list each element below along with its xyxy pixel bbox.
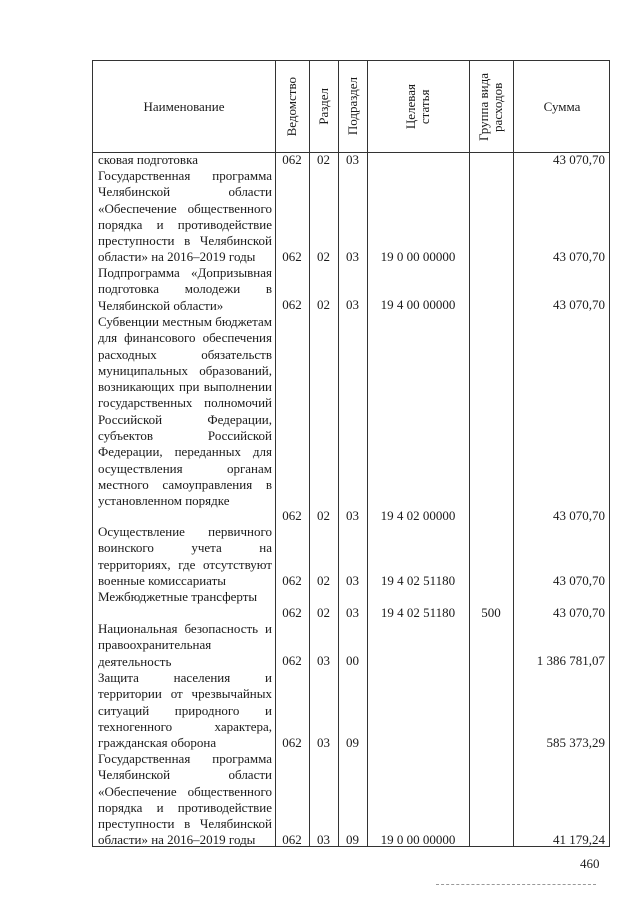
row-sum: 41 179,24 xyxy=(553,832,605,847)
row-name: Межбюджетные трансферты xyxy=(98,589,258,604)
header-vedomstvo: Ведомство xyxy=(284,76,299,137)
row-ved: 062 xyxy=(282,653,302,668)
row-name: Защита населения и территории от чрезвычайных ситуаций природного и техногенного характера, гражданская оборона xyxy=(98,670,272,751)
row-ved: 062 xyxy=(282,832,302,847)
row-raz: 03 xyxy=(317,735,330,750)
row-sum: 43 070,70 xyxy=(553,297,605,312)
row-raz: 02 xyxy=(317,508,330,523)
row-sum: 43 070,70 xyxy=(553,152,605,167)
row-name: Национальная безопасность и правоохранительная деятельность xyxy=(98,621,272,669)
row-target: 19 0 00 00000 xyxy=(380,249,456,264)
row-raz: 03 xyxy=(317,832,330,847)
row-pod: 03 xyxy=(346,297,359,312)
row-name: сковая подготовка xyxy=(98,152,198,167)
header-group: Группа вида расходов xyxy=(476,72,505,141)
row-name: Подпрограмма «Допризывная подготовка молодежи в Челябинской области» xyxy=(98,265,272,313)
header-razdel-cell xyxy=(309,61,338,152)
header-podrazdel: Подраздел xyxy=(344,77,360,136)
column-divider xyxy=(338,61,339,846)
column-divider xyxy=(513,61,514,846)
header-target: Целевая статья xyxy=(403,83,432,130)
column-divider xyxy=(469,61,470,846)
row-sum: 43 070,70 xyxy=(553,508,605,523)
row-pod: 09 xyxy=(346,832,359,847)
row-raz: 02 xyxy=(317,605,330,620)
row-pod: 03 xyxy=(346,152,359,167)
row-pod: 03 xyxy=(346,573,359,588)
header-podrazdel-cell xyxy=(338,61,367,152)
column-divider xyxy=(309,61,310,846)
row-name: Осуществление первичного воинского учета на территориях, где отсутствуют военные комиссариаты xyxy=(98,524,272,588)
row-ved: 062 xyxy=(282,735,302,750)
row-ved: 062 xyxy=(282,605,302,620)
row-sum: 43 070,70 xyxy=(553,573,605,588)
row-ved: 062 xyxy=(282,249,302,264)
header-target-cell xyxy=(367,61,469,152)
budget-table xyxy=(92,60,610,847)
row-raz: 02 xyxy=(317,573,330,588)
header-vedomstvo-cell xyxy=(275,61,309,152)
row-sum: 43 070,70 xyxy=(553,249,605,264)
row-raz: 02 xyxy=(317,152,330,167)
page-number: 460 xyxy=(580,856,600,871)
row-name: Государственная программа Челябинской области «Обеспечение общественного порядка и противодействие преступности в Челябинской области» на 2016–2019 годы xyxy=(98,751,272,848)
row-target: 19 0 00 00000 xyxy=(380,832,456,847)
row-name: Субвенции местным бюджетам для финансового обеспечения расходных обязательств муниципальных образований, возникающих при выполнении государственных полномочий Российской Федерации, субъектов Российской Федерации, переданных для осуществления органам местного самоуправления в установленном порядке xyxy=(98,314,272,509)
row-pod: 03 xyxy=(346,508,359,523)
row-ved: 062 xyxy=(282,573,302,588)
row-target: 19 4 00 00000 xyxy=(380,297,456,312)
row-ved: 062 xyxy=(282,508,302,523)
row-sum: 43 070,70 xyxy=(553,605,605,620)
row-name: Государственная программа Челябинской области «Обеспечение общественного порядка и противодействие преступности в Челябинской области» на 2016–2019 годы xyxy=(98,168,272,265)
row-raz: 03 xyxy=(317,653,330,668)
column-divider xyxy=(367,61,368,846)
row-pod: 03 xyxy=(346,249,359,264)
row-raz: 02 xyxy=(317,249,330,264)
row-target: 19 4 02 51180 xyxy=(380,573,456,588)
row-target: 19 4 02 51180 xyxy=(380,605,456,620)
row-pod: 09 xyxy=(346,735,359,750)
row-sum: 585 373,29 xyxy=(546,735,605,750)
header-sum: Сумма xyxy=(543,98,581,114)
header-name: Наименование xyxy=(143,98,225,114)
column-divider xyxy=(275,61,276,846)
row-ved: 062 xyxy=(282,152,302,167)
row-ved: 062 xyxy=(282,297,302,312)
footer-rule xyxy=(436,884,596,885)
header-group-cell xyxy=(469,61,513,152)
row-pod: 00 xyxy=(346,653,359,668)
row-target: 19 4 02 00000 xyxy=(380,508,456,523)
row-pod: 03 xyxy=(346,605,359,620)
row-group: 500 xyxy=(481,605,501,620)
row-raz: 02 xyxy=(317,297,330,312)
row-sum: 1 386 781,07 xyxy=(536,653,605,668)
header-razdel: Раздел xyxy=(315,88,331,125)
